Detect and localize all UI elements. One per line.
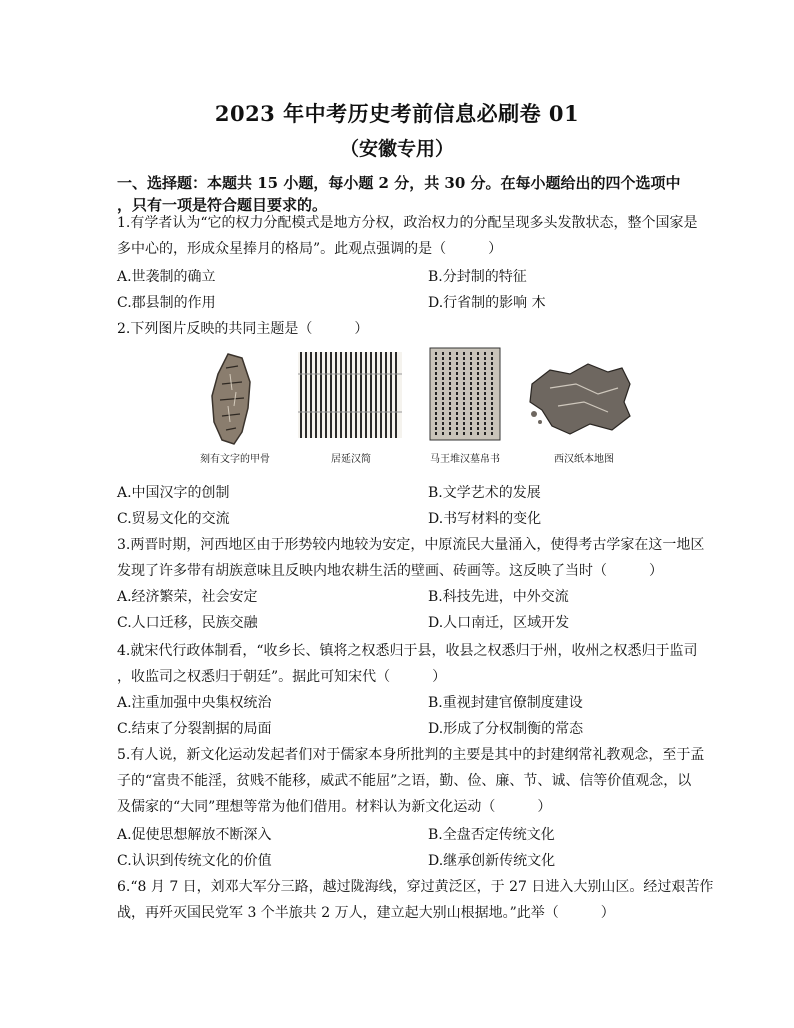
option-b[interactable]: B.全盘否定传统文化 (428, 827, 555, 843)
option-b[interactable]: B.文学艺术的发展 (428, 485, 541, 501)
option-d[interactable]: D.书写材料的变化 (428, 511, 542, 527)
option-b[interactable]: B.重视封建官僚制度建设 (428, 695, 583, 711)
question-text-line: 多中心的，形成众星捧月的格局”。此观点强调的是（ ） (117, 241, 503, 257)
option-c[interactable]: C.人口迁移，民族交融 (117, 615, 258, 631)
option-c[interactable]: C.贸易文化的交流 (117, 511, 230, 527)
oracle-bone-image (212, 354, 250, 444)
question-text-line: 5.有人说，新文化运动发起者们对于儒家本身所批判的主要是其中的封建纲常礼教观念，至于孟 (117, 747, 705, 763)
question-text-line: 6.“8 月 7 日，刘邓大军分三路，越过陇海线，穿过黄泛区，于 27 日进入大别山区。经过艰苦作 (117, 879, 714, 895)
question-text-line: 1.有学者认为“它的权力分配模式是地方分权，政治权力的分配呈现多头发散状态，整个国家是 (117, 215, 698, 231)
question-text-line: 4.就宋代行政体制看，“收乡长、镇将之权悉归于县，收县之权悉归于州，收州之权悉归于监司 (117, 643, 698, 659)
question-text-line: 战，再歼灭国民党军 3 个半旅共 2 万人，建立起大别山根据地。”此举（ ） (117, 905, 615, 921)
question-text-line: ，收监司之权悉归于朝廷”。据此可知宋代（ ） (117, 669, 447, 685)
option-b[interactable]: B.科技先进，中外交流 (428, 589, 569, 605)
figure-caption: 西汉纸本地图 (554, 454, 614, 465)
question-text-line: 发现了许多带有胡族意味且反映内地农耕生活的壁画、砖画等。这反映了当时（ ） (117, 563, 663, 579)
option-b[interactable]: B.分封制的特征 (428, 269, 527, 285)
artifact-figure (198, 344, 638, 468)
option-c[interactable]: C.认识到传统文化的价值 (117, 853, 272, 869)
option-d[interactable]: D.人口南迁，区域开发 (428, 615, 570, 631)
section-heading-line: ，只有一项是符合题目要求的。 (117, 196, 328, 214)
question-text-line: 2.下列图片反映的共同主题是（ ） (117, 321, 369, 337)
question-text-line: 3.两晋时期，河西地区由于形势较内地较为安定，中原流民大量涌入，使得考古学家在这一地区 (117, 537, 705, 553)
silk-manuscript-image (430, 348, 500, 440)
figure-caption: 马王堆汉墓帛书 (430, 454, 500, 465)
section-heading-line: 一、选择题：本题共 15 小题，每小题 2 分，共 30 分。在每小题给出的四个选项中 (117, 174, 681, 192)
option-d[interactable]: D.形成了分权制衡的常态 (428, 721, 584, 737)
figure-caption: 居延汉简 (331, 454, 371, 465)
option-a[interactable]: A.世袭制的确立 (117, 269, 216, 285)
option-c[interactable]: C.郡县制的作用 (117, 295, 216, 311)
page-subtitle: （安徽专用） (339, 138, 454, 160)
option-d[interactable]: D.行省制的影响 木 (428, 295, 546, 311)
question-text-line: 及儒家的“大同”理想等常为他们借用。材料认为新文化运动（ ） (117, 799, 552, 815)
page-title: 2023 年中考历史考前信息必刷卷 01 (214, 101, 580, 126)
bamboo-slips-image (298, 352, 402, 438)
option-d[interactable]: D.继承创新传统文化 (428, 853, 556, 869)
option-c[interactable]: C.结束了分裂割据的局面 (117, 721, 272, 737)
option-a[interactable]: A.经济繁荣，社会安定 (117, 589, 258, 605)
figure-caption: 刻有文字的甲骨 (200, 454, 270, 465)
option-a[interactable]: A.促使思想解放不断深入 (117, 827, 272, 843)
option-a[interactable]: A.注重加强中央集权统治 (117, 695, 272, 711)
section-heading (117, 172, 697, 216)
question-text-line: 子的“富贵不能淫，贫贱不能移，威武不能屈”之语，勤、俭、廉、节、诚、信等价值观念，以 (117, 773, 692, 789)
option-a[interactable]: A.中国汉字的创制 (117, 485, 230, 501)
paper-map-image (530, 364, 630, 434)
